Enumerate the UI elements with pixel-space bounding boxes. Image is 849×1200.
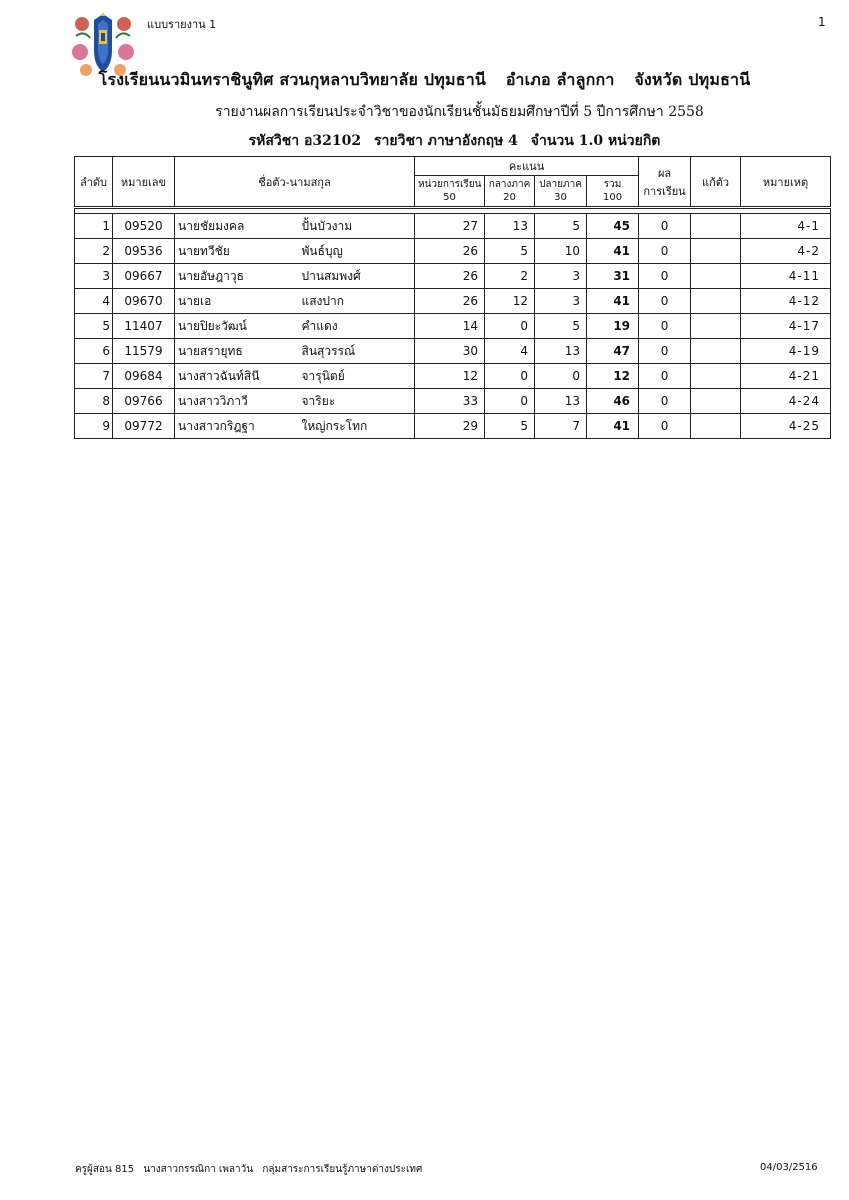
col-result-label-1: ผล <box>657 166 672 180</box>
cell-unit: 26 <box>415 289 485 314</box>
province: จังหวัด ปทุมธานี <box>634 70 751 89</box>
cell-result: 0 <box>639 389 691 414</box>
cell-result: 0 <box>639 339 691 364</box>
cell-unit: 33 <box>415 389 485 414</box>
cell-final: 3 <box>535 289 587 314</box>
cell-last: คำแดง <box>299 314 415 339</box>
footer-teacher <box>75 1162 428 1177</box>
table-row <box>75 214 831 239</box>
cell-unit: 26 <box>415 239 485 264</box>
cell-note: 4-21 <box>741 364 831 389</box>
cell-mid: 5 <box>485 239 535 264</box>
cell-last: ใหญ่กระโทก <box>299 414 415 439</box>
cell-result: 0 <box>639 289 691 314</box>
cell-no: 4 <box>75 289 113 314</box>
page-number: 1 <box>818 15 826 29</box>
cell-mid: 2 <box>485 264 535 289</box>
col-unit-label: หน่วยการเรียน <box>418 179 482 190</box>
subject-line <box>0 130 849 152</box>
cell-final: 10 <box>535 239 587 264</box>
cell-total: 45 <box>587 214 639 239</box>
cell-id: 11579 <box>113 339 175 364</box>
cell-note: 4-17 <box>741 314 831 339</box>
cell-note: 4-2 <box>741 239 831 264</box>
cell-mid: 13 <box>485 214 535 239</box>
cell-no: 3 <box>75 264 113 289</box>
cell-fix <box>691 414 741 439</box>
cell-last: ปานสมพงศ์ <box>299 264 415 289</box>
cell-no: 7 <box>75 364 113 389</box>
col-total-max: 100 <box>602 192 623 203</box>
table-row <box>75 364 831 389</box>
cell-final: 5 <box>535 214 587 239</box>
cell-final: 13 <box>535 339 587 364</box>
subject-code: รหัสวิชา อ32102 <box>248 133 362 149</box>
cell-last: ปั้นบัวงาม <box>299 214 415 239</box>
table-row <box>75 339 831 364</box>
cell-mid: 0 <box>485 364 535 389</box>
cell-total: 12 <box>587 364 639 389</box>
cell-final: 5 <box>535 314 587 339</box>
form-label: แบบรายงาน 1 <box>147 18 217 31</box>
cell-mid: 12 <box>485 289 535 314</box>
cell-first: นางสาววิภาวี <box>175 389 299 414</box>
grade-table <box>74 156 831 439</box>
col-name-header: ชื่อตัว-นามสกุล <box>175 157 415 208</box>
subject-credits: จำนวน 1.0 หน่วยกิต <box>530 133 661 149</box>
cell-no: 5 <box>75 314 113 339</box>
cell-mid: 5 <box>485 414 535 439</box>
school-header <box>0 68 849 93</box>
cell-last: พันธ์บุญ <box>299 239 415 264</box>
table-row <box>75 239 831 264</box>
cell-first: นายชัยมงคล <box>175 214 299 239</box>
cell-id: 09766 <box>113 389 175 414</box>
cell-total: 47 <box>587 339 639 364</box>
table-row <box>75 289 831 314</box>
cell-last: สินสุวรรณ์ <box>299 339 415 364</box>
cell-result: 0 <box>639 414 691 439</box>
teacher-name: นางสาวกรรณิกา เพลาวัน <box>143 1164 254 1175</box>
cell-id: 09520 <box>113 214 175 239</box>
cell-total: 41 <box>587 289 639 314</box>
cell-fix <box>691 264 741 289</box>
table-row <box>75 314 831 339</box>
cell-fix <box>691 289 741 314</box>
report-title: รายงานผลการเรียนประจำวิชาของนักเรียนชั้นมัธยมศึกษาปีที่ 5 ปีการศึกษา 2558 <box>215 104 704 120</box>
subject-name: รายวิชา ภาษาอังกฤษ 4 <box>374 133 518 149</box>
cell-unit: 30 <box>415 339 485 364</box>
col-unit-header <box>415 176 485 208</box>
cell-first: นายอัษฎาวุธ <box>175 264 299 289</box>
cell-total: 41 <box>587 414 639 439</box>
col-mid-header <box>485 176 535 208</box>
col-no-header: ลำดับ <box>75 157 113 208</box>
cell-mid: 0 <box>485 389 535 414</box>
cell-fix <box>691 389 741 414</box>
cell-id: 09667 <box>113 264 175 289</box>
cell-final: 13 <box>535 389 587 414</box>
cell-last: จาริยะ <box>299 389 415 414</box>
cell-note: 4-12 <box>741 289 831 314</box>
cell-fix <box>691 214 741 239</box>
table-row <box>75 264 831 289</box>
col-id-header: หมายเลข <box>113 157 175 208</box>
cell-total: 46 <box>587 389 639 414</box>
cell-total: 31 <box>587 264 639 289</box>
cell-result: 0 <box>639 239 691 264</box>
col-fix-header: แก้ตัว <box>691 157 741 208</box>
cell-no: 8 <box>75 389 113 414</box>
cell-result: 0 <box>639 314 691 339</box>
cell-note: 4-1 <box>741 214 831 239</box>
cell-last: แสงปาก <box>299 289 415 314</box>
cell-unit: 26 <box>415 264 485 289</box>
cell-final: 0 <box>535 364 587 389</box>
cell-unit: 14 <box>415 314 485 339</box>
cell-fix <box>691 314 741 339</box>
table-row <box>75 414 831 439</box>
cell-result: 0 <box>639 364 691 389</box>
cell-unit: 27 <box>415 214 485 239</box>
district: อำเภอ ลำลูกกา <box>505 70 615 89</box>
cell-first: นายทวีชัย <box>175 239 299 264</box>
cell-id: 09684 <box>113 364 175 389</box>
col-total-header <box>587 176 639 208</box>
cell-id: 09772 <box>113 414 175 439</box>
cell-no: 6 <box>75 339 113 364</box>
cell-first: นายเอ <box>175 289 299 314</box>
cell-note: 4-25 <box>741 414 831 439</box>
cell-first: นางสาวฉันท์สินี <box>175 364 299 389</box>
table-row <box>75 389 831 414</box>
cell-id: 09536 <box>113 239 175 264</box>
col-total-label: รวม <box>603 179 622 190</box>
col-unit-max: 50 <box>443 192 456 203</box>
cell-unit: 12 <box>415 364 485 389</box>
cell-total: 41 <box>587 239 639 264</box>
col-result-label-2: การเรียน <box>643 184 686 198</box>
cell-first: นางสาวกริฎฐา <box>175 414 299 439</box>
col-final-label: ปลายภาค <box>539 179 582 190</box>
cell-last: จารุนิตย์ <box>299 364 415 389</box>
col-score-header: คะแนน <box>415 157 639 176</box>
cell-mid: 4 <box>485 339 535 364</box>
cell-first: นายสรายุทธ <box>175 339 299 364</box>
cell-no: 9 <box>75 414 113 439</box>
cell-mid: 0 <box>485 314 535 339</box>
col-mid-max: 20 <box>503 192 516 203</box>
col-result-header <box>639 157 691 208</box>
cell-fix <box>691 364 741 389</box>
cell-result: 0 <box>639 264 691 289</box>
col-mid-label: กลางภาค <box>488 179 531 190</box>
teacher-label: ครูผู้สอน 815 <box>75 1164 135 1175</box>
cell-note: 4-19 <box>741 339 831 364</box>
cell-no: 2 <box>75 239 113 264</box>
footer-date: 04/03/2516 <box>760 1162 818 1173</box>
cell-unit: 29 <box>415 414 485 439</box>
school-name: โรงเรียนนวมินทราชินูทิศ สวนกุหลาบวิทยาลัย ปทุมธานี <box>98 70 487 89</box>
cell-note: 4-11 <box>741 264 831 289</box>
cell-final: 3 <box>535 264 587 289</box>
cell-final: 7 <box>535 414 587 439</box>
cell-fix <box>691 239 741 264</box>
cell-first: นายปิยะวัฒน์ <box>175 314 299 339</box>
cell-total: 19 <box>587 314 639 339</box>
cell-result: 0 <box>639 214 691 239</box>
col-note-header: หมายเหตุ <box>741 157 831 208</box>
cell-fix <box>691 339 741 364</box>
col-final-header <box>535 176 587 208</box>
cell-no: 1 <box>75 214 113 239</box>
cell-note: 4-24 <box>741 389 831 414</box>
col-final-max: 30 <box>554 192 567 203</box>
cell-id: 11407 <box>113 314 175 339</box>
department: กลุ่มสาระการเรียนรู้ภาษาต่างประเทศ <box>262 1164 423 1175</box>
cell-id: 09670 <box>113 289 175 314</box>
